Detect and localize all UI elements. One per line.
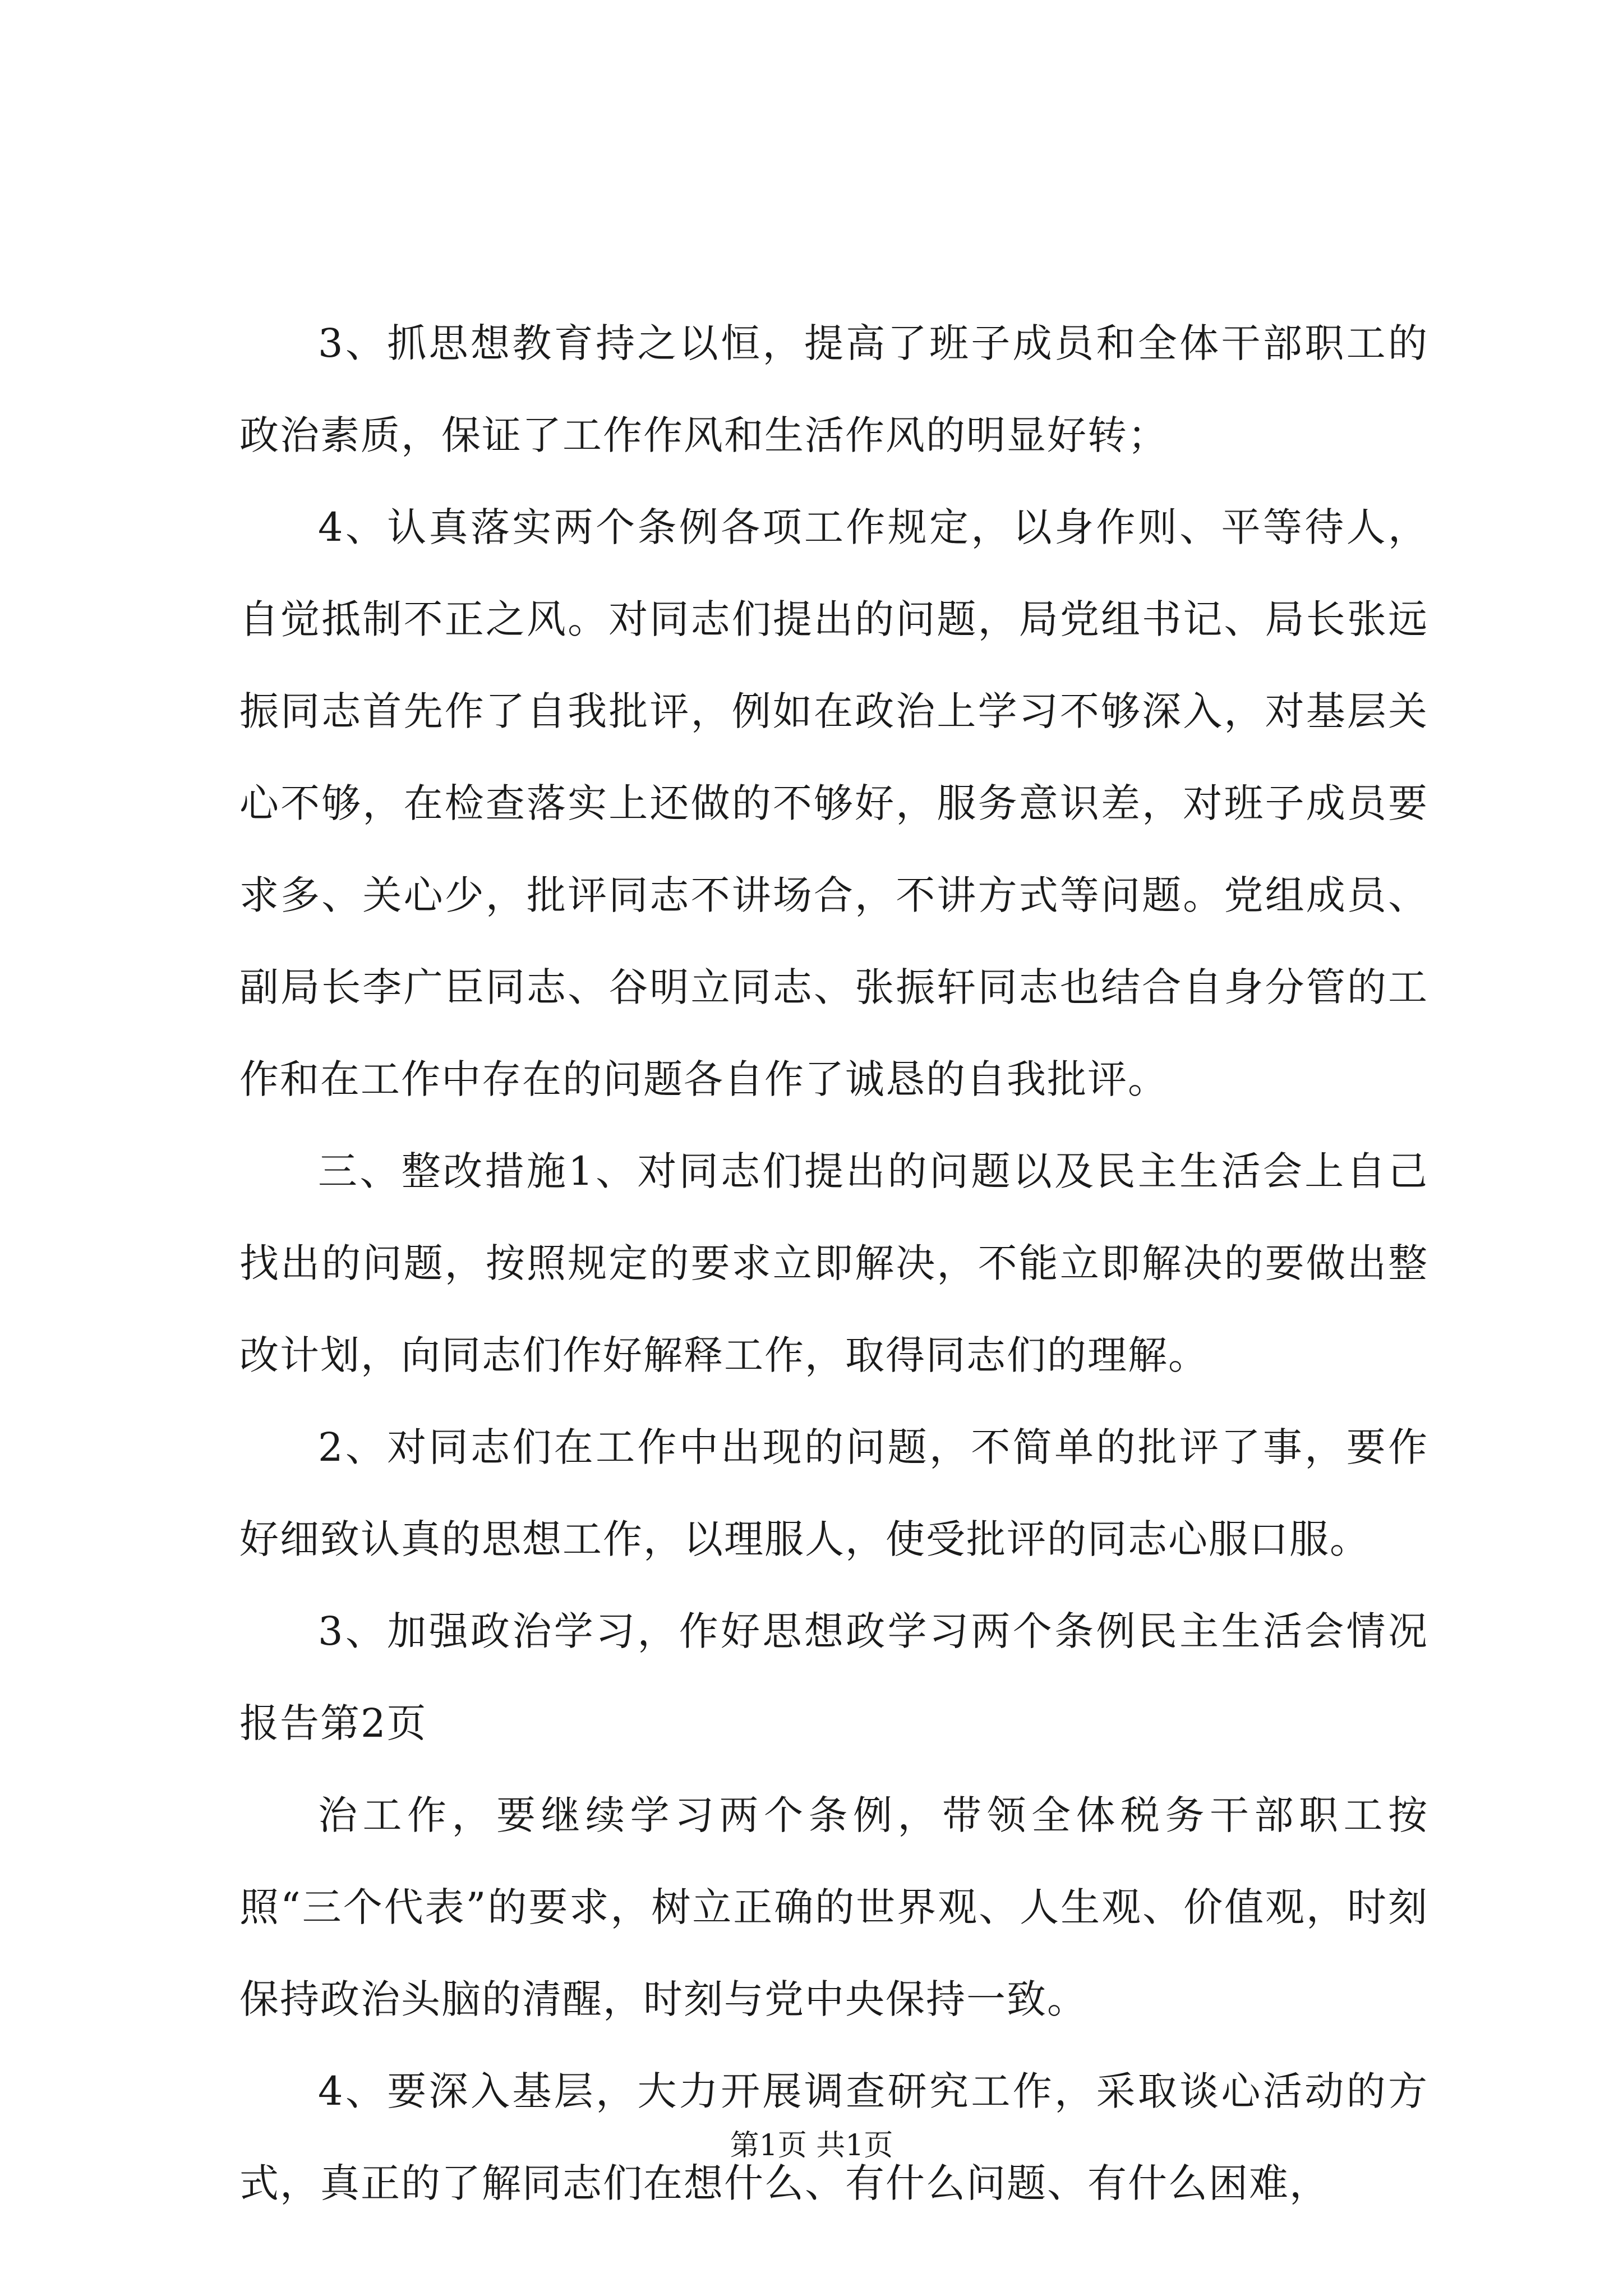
paragraph-5: 3、加强政治学习，作好思想政学习两个条例民主生活会情况报告第2页 bbox=[239, 1608, 1428, 1746]
paragraph-2: 4、认真落实两个条例各项工作规定，以身作则、平等待人，自觉抵制不正之风。对同志们提出的问题，局党组书记、局长张远振同志首先作了自我批评，例如在政治上学习不够深入，对基层关心不够，在检查落实上还做的不够好，服务意识差，对班子成员要求多、关心少，批评同志不讲场合，不讲方式等问题。党组成员、副局长李广臣同志、谷明立同志、张振轩同志也结合自身分管的工作和在工作中存在的问题各自作了诚恳的自我批评。 bbox=[239, 504, 1428, 1102]
paragraph-7: 4、要深入基层，大力开展调查研究工作，采取谈心活动的方式，真正的了解同志们在想什么、有什么问题、有什么困难， bbox=[239, 2068, 1428, 2206]
paragraph-6: 治工作，要继续学习两个条例，带领全体税务干部职工按照“三个代表”的要求，树立正确的世界观、人生观、价值观，时刻保持政治头脑的清醒，时刻与党中央保持一致。 bbox=[239, 1792, 1428, 2022]
paragraph-4: 2、对同志们在工作中出现的问题，不简单的批评了事，要作好细致认真的思想工作，以理服人，使受批评的同志心服口服。 bbox=[239, 1424, 1428, 1562]
paragraph-1: 3、抓思想教育持之以恒，提高了班子成员和全体干部职工的政治素质，保证了工作作风和生活作风的明显好转； bbox=[239, 320, 1428, 458]
document-body bbox=[239, 297, 1428, 2229]
paragraph-3: 三、整改措施1、对同志们提出的问题以及民主生活会上自己找出的问题，按照规定的要求立即解决，不能立即解决的要做出整改计划，向同志们作好解释工作，取得同志们的理解。 bbox=[239, 1148, 1428, 1378]
page-footer: 第1页 共1页 bbox=[730, 2129, 893, 2162]
